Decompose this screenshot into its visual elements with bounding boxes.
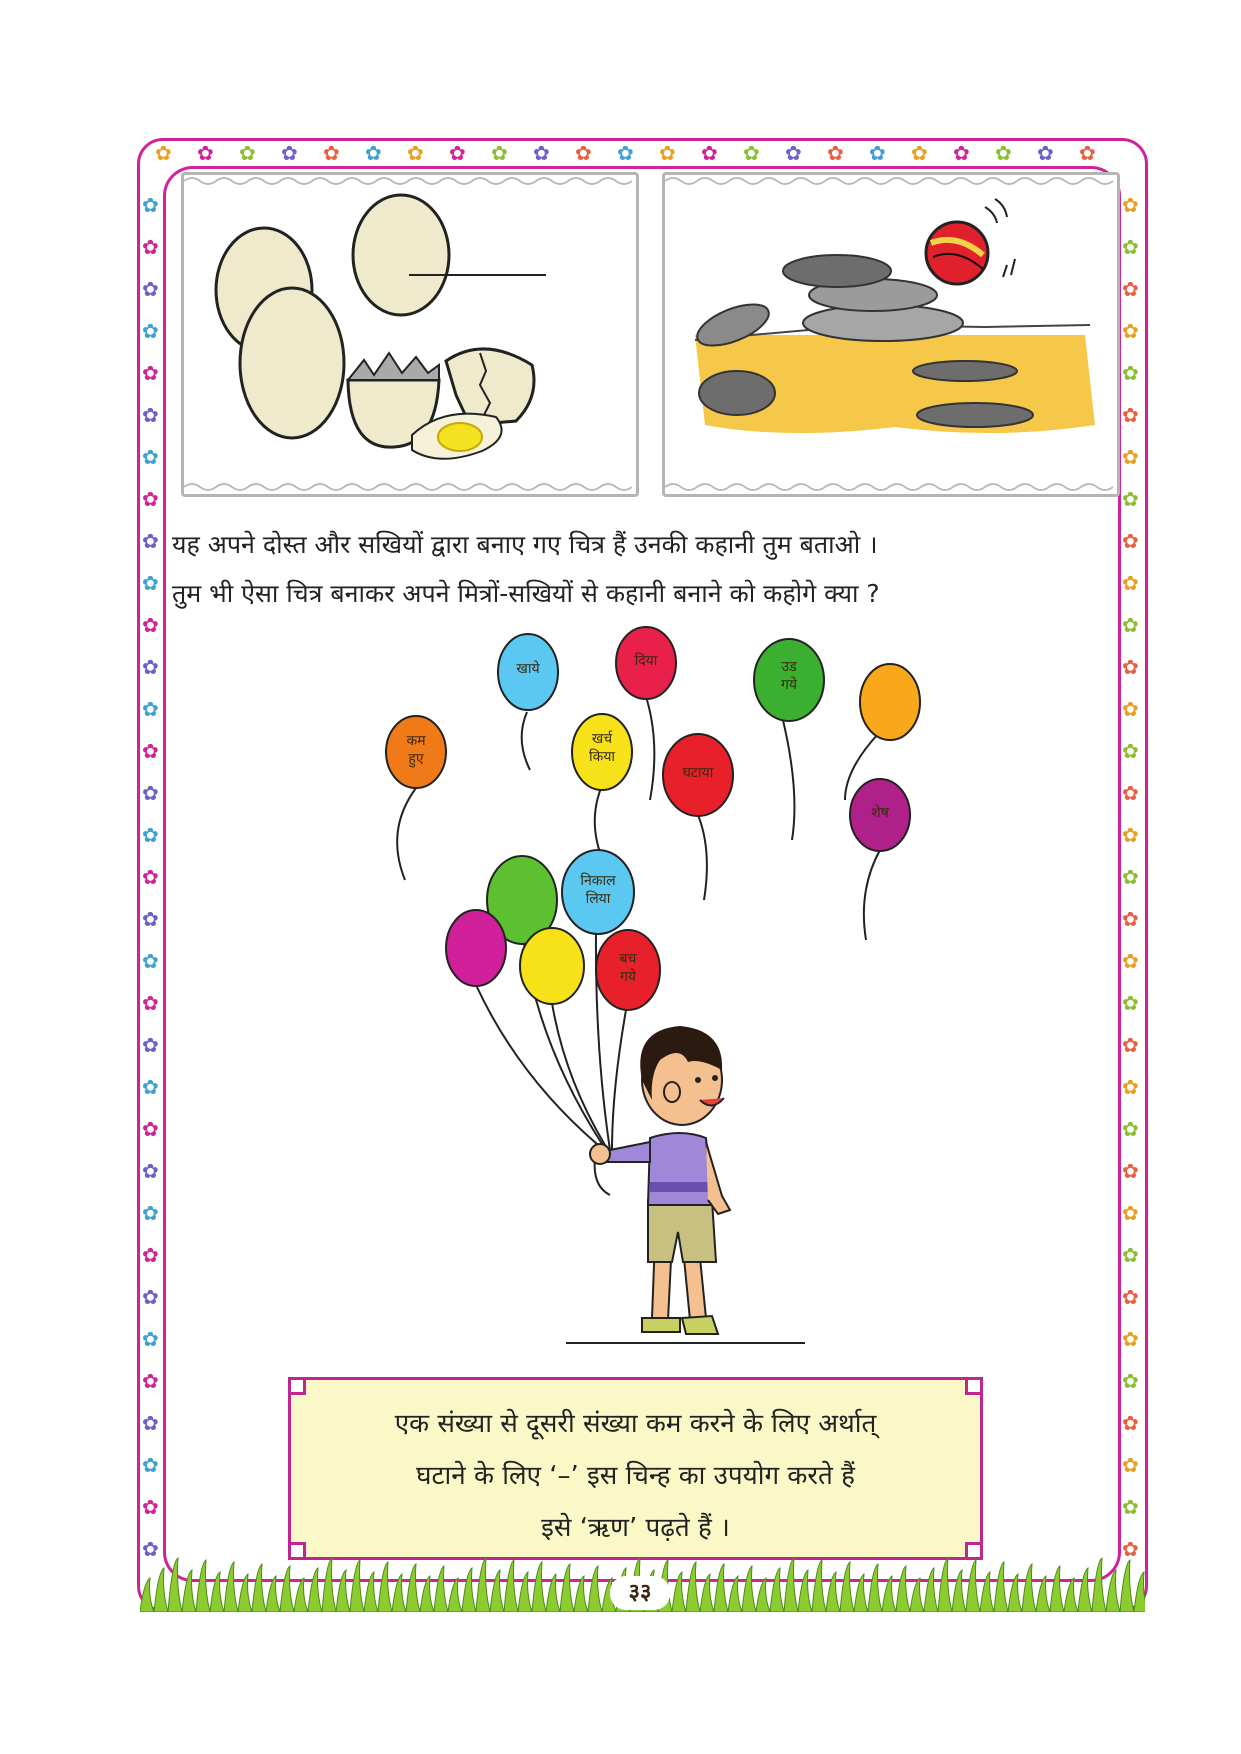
balloon-label-diya: दिया bbox=[634, 653, 658, 669]
butterfly-icon: ✿ bbox=[155, 141, 172, 165]
butterfly-icon: ✿ bbox=[1122, 907, 1139, 931]
butterfly-icon: ✿ bbox=[701, 141, 718, 165]
grass-blade bbox=[448, 1578, 462, 1612]
grass-blade bbox=[322, 1558, 336, 1612]
butterfly-icon: ✿ bbox=[1122, 823, 1139, 847]
instruction-line-2: तुम भी ऐसा चित्र बनाकर अपने मित्रों-सखियों से कहानी बनाने को कहोगे क्या ? bbox=[172, 579, 880, 608]
butterfly-icon: ✿ bbox=[1122, 655, 1139, 679]
butterfly-icon: ✿ bbox=[1122, 1369, 1139, 1393]
grass-blade bbox=[504, 1560, 518, 1612]
butterfly-icon: ✿ bbox=[142, 949, 159, 973]
grass-blade bbox=[1008, 1574, 1022, 1612]
butterfly-icon: ✿ bbox=[1122, 235, 1139, 259]
grass-blade bbox=[168, 1558, 182, 1612]
butterfly-icon: ✿ bbox=[1122, 571, 1139, 595]
grass-blade bbox=[868, 1564, 882, 1612]
grass-blade bbox=[518, 1572, 532, 1612]
grass-blade bbox=[252, 1564, 266, 1612]
grass-blade bbox=[952, 1570, 966, 1612]
grass-blade bbox=[728, 1576, 742, 1612]
balloon-label-nikal-liya: निकाल लिया bbox=[580, 873, 616, 907]
butterfly-icon: ✿ bbox=[1122, 1075, 1139, 1099]
grass-blade bbox=[798, 1570, 812, 1612]
butterfly-icon: ✿ bbox=[142, 1285, 159, 1309]
butterfly-icon: ✿ bbox=[197, 141, 214, 165]
butterfly-icon: ✿ bbox=[1122, 1159, 1139, 1183]
butterfly-icon: ✿ bbox=[142, 361, 159, 385]
butterfly-icon: ✿ bbox=[142, 697, 159, 721]
butterfly-icon: ✿ bbox=[142, 403, 159, 427]
butterfly-icon: ✿ bbox=[142, 991, 159, 1015]
balloon-label-ud-gaye: उड गये bbox=[780, 659, 797, 693]
grass-blade bbox=[154, 1568, 168, 1612]
grass-blade bbox=[364, 1572, 378, 1612]
grass-blade bbox=[1134, 1572, 1145, 1612]
butterfly-icon: ✿ bbox=[407, 141, 424, 165]
grass-blade bbox=[182, 1570, 196, 1612]
grass-blade bbox=[140, 1578, 154, 1612]
butterfly-icon: ✿ bbox=[142, 1369, 159, 1393]
butterfly-icon: ✿ bbox=[142, 781, 159, 805]
butterfly-icon: ✿ bbox=[1122, 865, 1139, 889]
grass-blade bbox=[770, 1568, 784, 1612]
butterfly-icon: ✿ bbox=[617, 141, 634, 165]
butterfly-icon: ✿ bbox=[1122, 613, 1139, 637]
grass-blade bbox=[378, 1562, 392, 1612]
grass-blade bbox=[938, 1558, 952, 1612]
butterfly-icon: ✿ bbox=[1079, 141, 1096, 165]
grass-blade bbox=[574, 1576, 588, 1612]
grass-blade bbox=[840, 1562, 854, 1612]
subtraction-info-box bbox=[288, 1377, 983, 1560]
butterfly-icon: ✿ bbox=[1122, 697, 1139, 721]
balloon-label-kharch-kiya: खर्च किया bbox=[588, 731, 616, 765]
butterfly-icon: ✿ bbox=[1122, 991, 1139, 1015]
butterfly-icon: ✿ bbox=[995, 141, 1012, 165]
butterfly-icon: ✿ bbox=[491, 141, 508, 165]
butterfly-icon: ✿ bbox=[449, 141, 466, 165]
balloon-label-shesh: शेष bbox=[871, 805, 889, 821]
butterfly-icon: ✿ bbox=[142, 1243, 159, 1267]
butterfly-icon: ✿ bbox=[142, 1453, 159, 1477]
grass-blade bbox=[238, 1574, 252, 1612]
butterfly-icon: ✿ bbox=[1122, 1243, 1139, 1267]
grass-blade bbox=[406, 1564, 420, 1612]
grass-blade bbox=[294, 1578, 308, 1612]
grass-blade bbox=[686, 1562, 700, 1612]
butterfly-icon: ✿ bbox=[1122, 739, 1139, 763]
grass-blade bbox=[924, 1568, 938, 1612]
butterfly-icon: ✿ bbox=[142, 571, 159, 595]
grass-blade bbox=[266, 1576, 280, 1612]
butterfly-icon: ✿ bbox=[1122, 1453, 1139, 1477]
grass-blade bbox=[756, 1578, 770, 1612]
butterfly-icon: ✿ bbox=[142, 193, 159, 217]
butterfly-icon: ✿ bbox=[142, 487, 159, 511]
butterfly-icon: ✿ bbox=[142, 1411, 159, 1435]
butterfly-icon: ✿ bbox=[1122, 361, 1139, 385]
butterfly-icon: ✿ bbox=[953, 141, 970, 165]
butterfly-icon: ✿ bbox=[142, 1075, 159, 1099]
balloon-strings bbox=[397, 700, 880, 940]
grass-blade bbox=[1092, 1558, 1106, 1612]
grass-blade bbox=[476, 1558, 490, 1612]
balloon-label-kam-hue: कम हुए bbox=[406, 733, 426, 767]
grass-blade bbox=[1050, 1566, 1064, 1612]
butterfly-icon: ✿ bbox=[1122, 1285, 1139, 1309]
grass-blade bbox=[196, 1560, 210, 1612]
butterfly-icon: ✿ bbox=[142, 445, 159, 469]
grass-blade bbox=[700, 1574, 714, 1612]
butterfly-icon: ✿ bbox=[281, 141, 298, 165]
butterfly-icon: ✿ bbox=[659, 141, 676, 165]
butterfly-icon: ✿ bbox=[142, 823, 159, 847]
grass-blade bbox=[336, 1570, 350, 1612]
info-line-3: इसे ‘ऋण’ पढ़ते हैं । bbox=[541, 1513, 730, 1543]
butterfly-icon: ✿ bbox=[142, 1537, 159, 1561]
grass-blade bbox=[1106, 1570, 1120, 1612]
grass-blade bbox=[854, 1574, 868, 1612]
instruction-line-1: यह अपने दोस्त और सखियों द्वारा बनाए गए चित्र हैं उनकी कहानी तुम बताओ । bbox=[172, 530, 878, 559]
butterfly-icon: ✿ bbox=[1122, 193, 1139, 217]
grass-blade bbox=[980, 1572, 994, 1612]
grass-blade bbox=[308, 1568, 322, 1612]
grass-blade bbox=[490, 1570, 504, 1612]
grass-blade bbox=[1064, 1578, 1078, 1612]
grass-blade bbox=[784, 1558, 798, 1612]
grass-blade bbox=[742, 1566, 756, 1612]
grass-blade bbox=[532, 1562, 546, 1612]
butterfly-icon: ✿ bbox=[142, 739, 159, 763]
butterfly-icon: ✿ bbox=[365, 141, 382, 165]
butterfly-icon: ✿ bbox=[785, 141, 802, 165]
grass-blade bbox=[826, 1572, 840, 1612]
butterfly-icon: ✿ bbox=[911, 141, 928, 165]
butterfly-icon: ✿ bbox=[1122, 1537, 1139, 1561]
butterfly-icon: ✿ bbox=[1122, 445, 1139, 469]
butterfly-icon: ✿ bbox=[1122, 1201, 1139, 1225]
butterfly-icon: ✿ bbox=[869, 141, 886, 165]
butterfly-icon: ✿ bbox=[142, 1159, 159, 1183]
butterfly-icon: ✿ bbox=[323, 141, 340, 165]
grass-blade bbox=[560, 1564, 574, 1612]
butterfly-icon: ✿ bbox=[1122, 1495, 1139, 1519]
grass-blade bbox=[1120, 1560, 1134, 1612]
butterfly-icon: ✿ bbox=[827, 141, 844, 165]
grass-blade bbox=[1036, 1576, 1050, 1612]
grass-blade bbox=[420, 1576, 434, 1612]
grass-blade bbox=[546, 1574, 560, 1612]
grass-blade bbox=[966, 1560, 980, 1612]
butterfly-icon: ✿ bbox=[142, 319, 159, 343]
grass-blade bbox=[434, 1566, 448, 1612]
grass-blade bbox=[224, 1562, 238, 1612]
butterfly-icon: ✿ bbox=[743, 141, 760, 165]
butterfly-icon: ✿ bbox=[142, 1327, 159, 1351]
butterfly-icon: ✿ bbox=[1122, 781, 1139, 805]
grass-blade bbox=[392, 1574, 406, 1612]
corner-ornament bbox=[288, 1377, 306, 1395]
butterfly-icon: ✿ bbox=[142, 1495, 159, 1519]
info-line-1: एक संख्या से दूसरी संख्या कम करने के लिए अर्थात् bbox=[394, 1409, 877, 1439]
butterfly-icon: ✿ bbox=[142, 907, 159, 931]
butterfly-icon: ✿ bbox=[142, 529, 159, 553]
butterfly-icon: ✿ bbox=[1122, 1033, 1139, 1057]
balloon-label-khaye: खाये bbox=[516, 661, 540, 677]
butterfly-icon: ✿ bbox=[1122, 1117, 1139, 1141]
balloon-label-bach-gaye: बच गये bbox=[619, 951, 637, 985]
butterfly-icon: ✿ bbox=[142, 1117, 159, 1141]
butterfly-icon: ✿ bbox=[142, 655, 159, 679]
butterfly-icon: ✿ bbox=[142, 235, 159, 259]
balloon-label-ghataya: घटाया bbox=[682, 765, 714, 781]
butterfly-icon: ✿ bbox=[1122, 529, 1139, 553]
corner-ornament bbox=[965, 1377, 983, 1395]
grass-blade bbox=[994, 1562, 1008, 1612]
grass-blade bbox=[896, 1566, 910, 1612]
butterfly-icon: ✿ bbox=[142, 865, 159, 889]
grass-blade bbox=[910, 1578, 924, 1612]
butterfly-icon: ✿ bbox=[142, 1033, 159, 1057]
butterfly-icon: ✿ bbox=[1122, 1411, 1139, 1435]
butterfly-icon: ✿ bbox=[142, 277, 159, 301]
butterfly-icon: ✿ bbox=[142, 613, 159, 637]
grass-blade bbox=[350, 1560, 364, 1612]
butterfly-icon: ✿ bbox=[1122, 1327, 1139, 1351]
butterfly-icon: ✿ bbox=[1122, 949, 1139, 973]
grass-blade bbox=[462, 1568, 476, 1612]
butterfly-icon: ✿ bbox=[575, 141, 592, 165]
butterfly-icon: ✿ bbox=[533, 141, 550, 165]
grass-blade bbox=[672, 1572, 686, 1612]
butterfly-icon: ✿ bbox=[1037, 141, 1054, 165]
grass-blade bbox=[714, 1564, 728, 1612]
butterfly-icon: ✿ bbox=[1122, 403, 1139, 427]
grass-blade bbox=[1022, 1564, 1036, 1612]
grass-blade bbox=[280, 1566, 294, 1612]
grass-blade bbox=[882, 1576, 896, 1612]
grass-blade bbox=[1078, 1568, 1092, 1612]
butterfly-icon: ✿ bbox=[142, 1201, 159, 1225]
grass-blade bbox=[210, 1572, 224, 1612]
info-line-2: घटाने के लिए ‘–’ इस चिन्ह का उपयोग करते हैं bbox=[416, 1461, 855, 1491]
page-number: ३३ bbox=[610, 1576, 670, 1610]
child-figure bbox=[590, 1026, 730, 1334]
grass-blade bbox=[588, 1566, 602, 1612]
grass-blade bbox=[812, 1560, 826, 1612]
butterfly-icon: ✿ bbox=[239, 141, 256, 165]
butterfly-icon: ✿ bbox=[1122, 487, 1139, 511]
butterfly-icon: ✿ bbox=[1122, 319, 1139, 343]
butterfly-icon: ✿ bbox=[1122, 277, 1139, 301]
